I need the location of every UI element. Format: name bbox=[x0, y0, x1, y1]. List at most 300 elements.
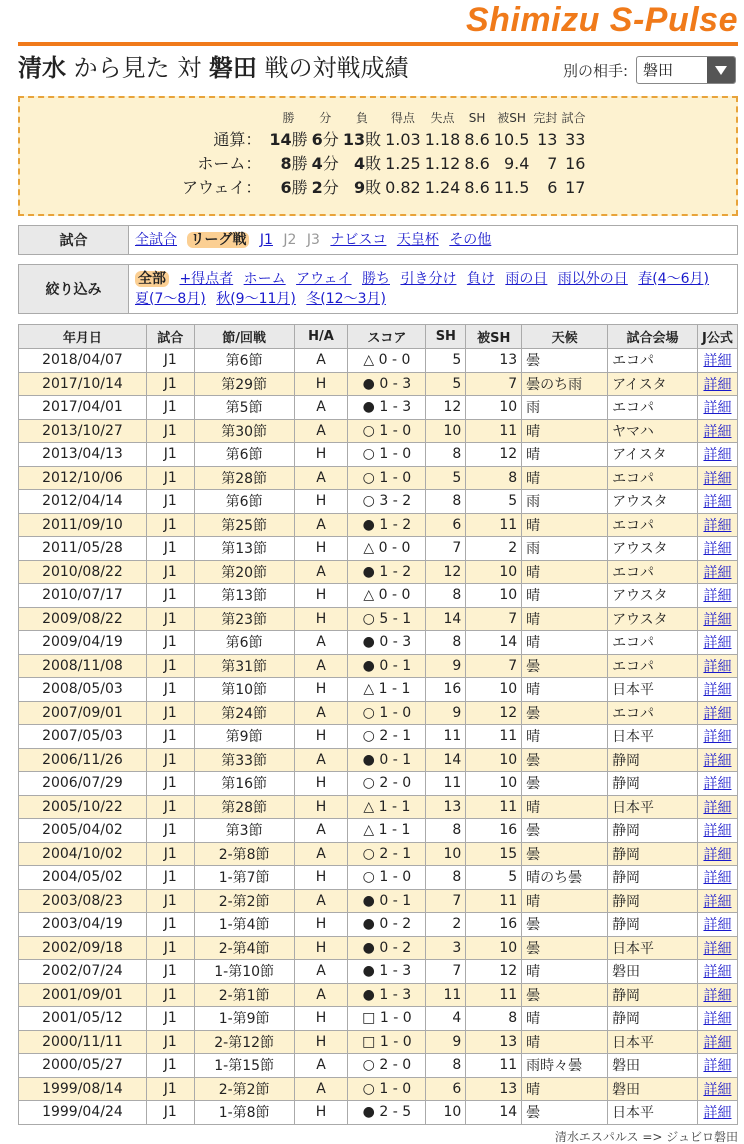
summary-sh: 8.6 bbox=[464, 178, 490, 197]
detail-cell bbox=[697, 772, 737, 796]
table-row bbox=[19, 795, 738, 819]
round: 第23節 bbox=[194, 607, 294, 631]
filter-match-link[interactable]: その他 bbox=[449, 232, 492, 248]
home-away: H bbox=[294, 725, 348, 749]
home-away: A bbox=[294, 349, 348, 373]
detail-cell bbox=[697, 513, 737, 537]
home-away: H bbox=[294, 607, 348, 631]
score: ● 0 - 3 bbox=[348, 631, 426, 655]
detail-link[interactable]: 詳細 bbox=[703, 517, 732, 534]
weather: 晴のち曇 bbox=[522, 866, 608, 890]
shots-against: 10 bbox=[466, 678, 522, 702]
shots: 9 bbox=[426, 654, 466, 678]
score: ● 1 - 3 bbox=[348, 396, 426, 420]
round: 第30節 bbox=[194, 419, 294, 443]
detail-link[interactable]: 詳細 bbox=[703, 705, 732, 722]
match-filter bbox=[18, 225, 738, 255]
detail-cell bbox=[697, 748, 737, 772]
detail-link[interactable]: 詳細 bbox=[703, 494, 732, 511]
table-row bbox=[19, 1101, 738, 1125]
shots: 6 bbox=[426, 1077, 466, 1101]
summary-win-count: 14 bbox=[269, 130, 292, 149]
shots: 4 bbox=[426, 1007, 466, 1031]
round: 1-第8節 bbox=[194, 1101, 294, 1125]
weather: 雨 bbox=[522, 490, 608, 514]
summary-win-unit: 勝 bbox=[291, 130, 308, 149]
venue: 静岡 bbox=[608, 913, 698, 937]
round: 第25節 bbox=[194, 513, 294, 537]
match-date: 2004/10/02 bbox=[19, 842, 147, 866]
summary-box bbox=[18, 96, 738, 216]
narrow-filter bbox=[18, 264, 738, 314]
filter-match-selected[interactable]: リーグ戦 bbox=[187, 232, 249, 248]
detail-link[interactable]: 詳細 bbox=[703, 752, 732, 769]
summary-header: 試合 bbox=[561, 111, 586, 125]
detail-cell bbox=[697, 654, 737, 678]
summary-header: 勝 bbox=[282, 111, 295, 125]
filter-narrow-link[interactable]: アウェイ bbox=[296, 271, 352, 287]
match-date: 2005/10/22 bbox=[19, 795, 147, 819]
detail-link[interactable]: 詳細 bbox=[703, 658, 732, 675]
footer-note: 清水エスパルス => ジュビロ磐田 bbox=[554, 1130, 738, 1144]
filter-match-link[interactable]: ナビスコ bbox=[330, 232, 387, 248]
home-away: A bbox=[294, 654, 348, 678]
venue: 静岡 bbox=[608, 748, 698, 772]
home-away: A bbox=[294, 983, 348, 1007]
weather: 雨時々曇 bbox=[522, 1054, 608, 1078]
shots-against: 7 bbox=[466, 654, 522, 678]
weather: 曇 bbox=[522, 772, 608, 796]
table-row bbox=[19, 654, 738, 678]
brand-logo-text: Shimizu S-Pulse bbox=[466, 1, 738, 39]
round: 第16節 bbox=[194, 772, 294, 796]
round: 第13節 bbox=[194, 584, 294, 608]
round: 1-第4節 bbox=[194, 913, 294, 937]
venue: 磐田 bbox=[608, 1077, 698, 1101]
weather: 晴 bbox=[522, 1007, 608, 1031]
score: ● 0 - 2 bbox=[348, 936, 426, 960]
match-date: 2009/08/22 bbox=[19, 607, 147, 631]
table-row bbox=[19, 725, 738, 749]
summary-row-label: ホーム： bbox=[197, 154, 262, 173]
competition: J1 bbox=[146, 584, 194, 608]
match-date: 1999/08/14 bbox=[19, 1077, 147, 1101]
shots-against: 11 bbox=[466, 889, 522, 913]
competition: J1 bbox=[146, 513, 194, 537]
shots: 6 bbox=[426, 513, 466, 537]
detail-link[interactable]: 詳細 bbox=[703, 353, 732, 370]
score: ○ 1 - 0 bbox=[348, 419, 426, 443]
table-row bbox=[19, 772, 738, 796]
filter-narrow-selected[interactable]: 全部 bbox=[135, 271, 169, 287]
venue: 静岡 bbox=[608, 889, 698, 913]
shots-against: 5 bbox=[466, 490, 522, 514]
detail-link[interactable]: 詳細 bbox=[703, 400, 732, 417]
home-away: H bbox=[294, 1030, 348, 1054]
round: 2-第2節 bbox=[194, 889, 294, 913]
table-row bbox=[19, 678, 738, 702]
filter-narrow-link[interactable]: 冬(12〜3月) bbox=[306, 291, 386, 307]
shots-against: 11 bbox=[466, 725, 522, 749]
competition: J1 bbox=[146, 1007, 194, 1031]
summary-table bbox=[180, 108, 587, 200]
summary-loss-unit: 敗 bbox=[365, 130, 382, 149]
competition: J1 bbox=[146, 913, 194, 937]
summary-ga: 1.24 bbox=[424, 178, 461, 197]
filter-match-link[interactable]: 天皇杯 bbox=[396, 232, 439, 248]
score: ● 1 - 3 bbox=[348, 960, 426, 984]
home-away: A bbox=[294, 419, 348, 443]
shots: 10 bbox=[426, 842, 466, 866]
detail-link[interactable]: 詳細 bbox=[703, 1058, 732, 1075]
home-away: H bbox=[294, 913, 348, 937]
table-row bbox=[19, 466, 738, 490]
weather: 曇 bbox=[522, 913, 608, 937]
table-row bbox=[19, 983, 738, 1007]
summary-loss-count: 13 bbox=[342, 130, 366, 149]
title-row bbox=[18, 50, 738, 86]
detail-cell bbox=[697, 936, 737, 960]
column-header: 節/回戦 bbox=[194, 325, 294, 349]
score: ○ 1 - 0 bbox=[348, 466, 426, 490]
shots: 2 bbox=[426, 913, 466, 937]
detail-link[interactable]: 詳細 bbox=[703, 964, 732, 981]
shots: 5 bbox=[426, 372, 466, 396]
shots: 8 bbox=[426, 866, 466, 890]
match-date: 2006/11/26 bbox=[19, 748, 147, 772]
shots: 13 bbox=[426, 795, 466, 819]
filter-narrow-link[interactable]: 夏(7〜8月) bbox=[135, 291, 206, 307]
column-header: H/A bbox=[294, 325, 348, 349]
summary-gf: 1.03 bbox=[385, 130, 421, 149]
detail-link[interactable]: 詳細 bbox=[703, 846, 732, 863]
shots: 11 bbox=[426, 772, 466, 796]
filter-narrow-link[interactable]: 勝ち bbox=[362, 271, 390, 287]
narrow-filter-items bbox=[135, 269, 733, 309]
summary-row bbox=[180, 176, 587, 200]
shots: 5 bbox=[426, 466, 466, 490]
detail-cell bbox=[697, 607, 737, 631]
shots-against: 7 bbox=[466, 372, 522, 396]
round: 第10節 bbox=[194, 678, 294, 702]
venue: アウスタ bbox=[608, 490, 698, 514]
score: ● 0 - 2 bbox=[348, 913, 426, 937]
score: △ 0 - 0 bbox=[348, 584, 426, 608]
detail-cell bbox=[697, 889, 737, 913]
home-away: A bbox=[294, 701, 348, 725]
detail-link[interactable]: 詳細 bbox=[703, 564, 732, 581]
competition: J1 bbox=[146, 701, 194, 725]
detail-link[interactable]: 詳細 bbox=[703, 729, 732, 746]
summary-draw-count: 6 bbox=[311, 130, 323, 149]
score: ○ 1 - 0 bbox=[348, 443, 426, 467]
detail-cell bbox=[697, 725, 737, 749]
match-date: 2009/04/19 bbox=[19, 631, 147, 655]
detail-link[interactable]: 詳細 bbox=[703, 588, 732, 605]
summary-draw-unit: 分 bbox=[322, 154, 339, 173]
score: ○ 3 - 2 bbox=[348, 490, 426, 514]
detail-cell bbox=[697, 960, 737, 984]
table-row bbox=[19, 490, 738, 514]
shots-against: 13 bbox=[466, 1030, 522, 1054]
score: ● 0 - 3 bbox=[348, 372, 426, 396]
weather: 晴 bbox=[522, 725, 608, 749]
summary-header: 分 bbox=[319, 111, 332, 125]
table-row bbox=[19, 607, 738, 631]
venue: アウスタ bbox=[608, 537, 698, 561]
weather: 曇 bbox=[522, 842, 608, 866]
detail-link[interactable]: 詳細 bbox=[703, 541, 732, 558]
weather: 晴 bbox=[522, 584, 608, 608]
table-row bbox=[19, 866, 738, 890]
summary-ga: 1.12 bbox=[424, 154, 461, 173]
competition: J1 bbox=[146, 631, 194, 655]
match-date: 2002/07/24 bbox=[19, 960, 147, 984]
score: ○ 1 - 0 bbox=[348, 1077, 426, 1101]
filter-narrow-link[interactable]: 雨以外の日 bbox=[557, 271, 628, 287]
detail-link[interactable]: 詳細 bbox=[703, 940, 732, 957]
match-date: 2000/11/11 bbox=[19, 1030, 147, 1054]
shots: 12 bbox=[426, 560, 466, 584]
shots-against: 7 bbox=[466, 607, 522, 631]
weather: 晴 bbox=[522, 795, 608, 819]
match-date: 2007/05/03 bbox=[19, 725, 147, 749]
detail-link[interactable]: 詳細 bbox=[703, 423, 732, 440]
competition: J1 bbox=[146, 936, 194, 960]
detail-link[interactable]: 詳細 bbox=[703, 1011, 732, 1028]
summary-games: 33 bbox=[565, 130, 586, 149]
competition: J1 bbox=[146, 772, 194, 796]
detail-cell bbox=[697, 795, 737, 819]
detail-link[interactable]: 詳細 bbox=[703, 870, 732, 887]
competition: J1 bbox=[146, 1054, 194, 1078]
round: 1-第15節 bbox=[194, 1054, 294, 1078]
opponent-select[interactable] bbox=[636, 56, 736, 84]
column-header: スコア bbox=[348, 325, 426, 349]
shots: 8 bbox=[426, 584, 466, 608]
detail-link[interactable]: 詳細 bbox=[703, 893, 732, 910]
score: △ 1 - 1 bbox=[348, 795, 426, 819]
weather: 晴 bbox=[522, 889, 608, 913]
venue: エコパ bbox=[608, 513, 698, 537]
filter-narrow-link[interactable]: 秋(9〜11月) bbox=[216, 291, 296, 307]
filter-narrow-link[interactable]: 引き分け bbox=[400, 271, 457, 287]
summary-draw-count: 4 bbox=[311, 154, 323, 173]
table-row bbox=[19, 349, 738, 373]
competition: J1 bbox=[146, 560, 194, 584]
competition: J1 bbox=[146, 396, 194, 420]
competition: J1 bbox=[146, 419, 194, 443]
shots-against: 14 bbox=[466, 1101, 522, 1125]
detail-link[interactable]: 詳細 bbox=[703, 470, 732, 487]
column-header: 天候 bbox=[522, 325, 608, 349]
shots: 11 bbox=[426, 983, 466, 1007]
summary-loss-count: 9 bbox=[353, 178, 366, 197]
table-row bbox=[19, 443, 738, 467]
venue: 磐田 bbox=[608, 1054, 698, 1078]
home-away: H bbox=[294, 866, 348, 890]
summary-draw-unit: 分 bbox=[322, 130, 339, 149]
competition: J1 bbox=[146, 983, 194, 1007]
score: △ 0 - 0 bbox=[348, 537, 426, 561]
score: ● 1 - 2 bbox=[348, 513, 426, 537]
competition: J1 bbox=[146, 889, 194, 913]
shots-against: 5 bbox=[466, 866, 522, 890]
summary-clean: 13 bbox=[537, 130, 558, 149]
filter-narrow-link[interactable]: 負け bbox=[466, 271, 495, 287]
summary-win-count: 8 bbox=[280, 154, 292, 173]
filter-match-link[interactable]: 全試合 bbox=[135, 232, 177, 248]
competition: J1 bbox=[146, 372, 194, 396]
shots: 9 bbox=[426, 701, 466, 725]
home-away: A bbox=[294, 513, 348, 537]
detail-cell bbox=[697, 1054, 737, 1078]
venue: 日本平 bbox=[608, 1030, 698, 1054]
round: 2-第1節 bbox=[194, 983, 294, 1007]
detail-link[interactable]: 詳細 bbox=[703, 917, 732, 934]
filter-match-link[interactable]: J1 bbox=[259, 232, 273, 248]
score: ● 1 - 2 bbox=[348, 560, 426, 584]
home-away: A bbox=[294, 748, 348, 772]
table-row bbox=[19, 936, 738, 960]
competition: J1 bbox=[146, 349, 194, 373]
shots: 10 bbox=[426, 1101, 466, 1125]
column-header: 被SH bbox=[466, 325, 522, 349]
home-away: H bbox=[294, 372, 348, 396]
shots-against: 10 bbox=[466, 772, 522, 796]
weather: 曇 bbox=[522, 936, 608, 960]
competition: J1 bbox=[146, 466, 194, 490]
detail-link[interactable]: 詳細 bbox=[703, 987, 732, 1004]
venue: 静岡 bbox=[608, 866, 698, 890]
weather: 曇 bbox=[522, 983, 608, 1007]
table-row bbox=[19, 560, 738, 584]
detail-cell bbox=[697, 1077, 737, 1101]
summary-sh: 8.6 bbox=[464, 130, 490, 149]
competition: J1 bbox=[146, 490, 194, 514]
score: △ 1 - 1 bbox=[348, 678, 426, 702]
filter-narrow-link[interactable]: +得点者 bbox=[179, 271, 234, 287]
detail-cell bbox=[697, 349, 737, 373]
match-date: 2010/08/22 bbox=[19, 560, 147, 584]
shots-against: 8 bbox=[466, 466, 522, 490]
home-away: H bbox=[294, 1101, 348, 1125]
detail-link[interactable]: 詳細 bbox=[703, 1034, 732, 1051]
score: ○ 2 - 1 bbox=[348, 842, 426, 866]
shots: 8 bbox=[426, 443, 466, 467]
detail-cell bbox=[697, 842, 737, 866]
match-date: 2008/11/08 bbox=[19, 654, 147, 678]
shots: 3 bbox=[426, 936, 466, 960]
weather: 晴 bbox=[522, 607, 608, 631]
summary-win-count: 6 bbox=[280, 178, 292, 197]
competition: J1 bbox=[146, 725, 194, 749]
venue: 静岡 bbox=[608, 983, 698, 1007]
venue: アイスタ bbox=[608, 372, 698, 396]
shots-against: 13 bbox=[466, 1077, 522, 1101]
detail-cell bbox=[697, 443, 737, 467]
column-header: 年月日 bbox=[19, 325, 147, 349]
weather: 曇 bbox=[522, 819, 608, 843]
shots-against: 2 bbox=[466, 537, 522, 561]
summary-sh-against: 10.5 bbox=[493, 130, 530, 149]
detail-cell bbox=[697, 1101, 737, 1125]
home-away: H bbox=[294, 678, 348, 702]
summary-sh: 8.6 bbox=[464, 154, 490, 173]
shots: 10 bbox=[426, 419, 466, 443]
home-away: H bbox=[294, 795, 348, 819]
summary-loss-unit: 敗 bbox=[365, 178, 382, 197]
detail-cell bbox=[697, 866, 737, 890]
competition: J1 bbox=[146, 1101, 194, 1125]
shots-against: 13 bbox=[466, 349, 522, 373]
chevron-down-icon[interactable] bbox=[707, 57, 735, 83]
venue: アウスタ bbox=[608, 607, 698, 631]
shots: 8 bbox=[426, 1054, 466, 1078]
summary-header: 被SH bbox=[497, 111, 526, 125]
summary-row-label: アウェイ： bbox=[182, 178, 262, 197]
shots: 8 bbox=[426, 490, 466, 514]
detail-cell bbox=[697, 913, 737, 937]
weather: 曇 bbox=[522, 349, 608, 373]
score: ● 0 - 1 bbox=[348, 889, 426, 913]
round: 2-第8節 bbox=[194, 842, 294, 866]
detail-link[interactable]: 詳細 bbox=[703, 776, 732, 793]
shots-against: 11 bbox=[466, 795, 522, 819]
table-row bbox=[19, 1030, 738, 1054]
score: △ 0 - 0 bbox=[348, 349, 426, 373]
summary-ga: 1.18 bbox=[424, 130, 461, 149]
home-away: H bbox=[294, 772, 348, 796]
weather: 晴 bbox=[522, 419, 608, 443]
summary-header: 失点 bbox=[430, 111, 455, 125]
detail-link[interactable]: 詳細 bbox=[703, 376, 732, 393]
filter-narrow-link[interactable]: 春(4〜6月) bbox=[638, 271, 710, 287]
column-header: SH bbox=[426, 325, 466, 349]
detail-link[interactable]: 詳細 bbox=[703, 682, 732, 699]
detail-link[interactable]: 詳細 bbox=[703, 799, 732, 816]
shots: 12 bbox=[426, 396, 466, 420]
shots-against: 10 bbox=[466, 936, 522, 960]
detail-cell bbox=[697, 466, 737, 490]
detail-link[interactable]: 詳細 bbox=[703, 611, 732, 628]
score: ● 0 - 1 bbox=[348, 748, 426, 772]
home-away: H bbox=[294, 443, 348, 467]
filter-narrow-link[interactable]: ホーム bbox=[243, 271, 286, 287]
venue: エコパ bbox=[608, 654, 698, 678]
detail-link[interactable]: 詳細 bbox=[703, 635, 732, 652]
venue: 静岡 bbox=[608, 1007, 698, 1031]
detail-cell bbox=[697, 631, 737, 655]
competition: J1 bbox=[146, 607, 194, 631]
round: 第3節 bbox=[194, 819, 294, 843]
detail-link[interactable]: 詳細 bbox=[703, 1081, 732, 1098]
score: ● 0 - 1 bbox=[348, 654, 426, 678]
detail-link[interactable]: 詳細 bbox=[703, 1105, 732, 1122]
summary-games: 17 bbox=[565, 178, 586, 197]
filter-narrow-link[interactable]: 雨の日 bbox=[505, 271, 548, 287]
detail-link[interactable]: 詳細 bbox=[703, 447, 732, 464]
venue: エコパ bbox=[608, 349, 698, 373]
summary-clean: 6 bbox=[547, 178, 558, 197]
venue: 日本平 bbox=[608, 795, 698, 819]
match-date: 2006/07/29 bbox=[19, 772, 147, 796]
shots-against: 15 bbox=[466, 842, 522, 866]
venue: エコパ bbox=[608, 631, 698, 655]
table-row bbox=[19, 537, 738, 561]
venue: エコパ bbox=[608, 701, 698, 725]
detail-link[interactable]: 詳細 bbox=[703, 823, 732, 840]
